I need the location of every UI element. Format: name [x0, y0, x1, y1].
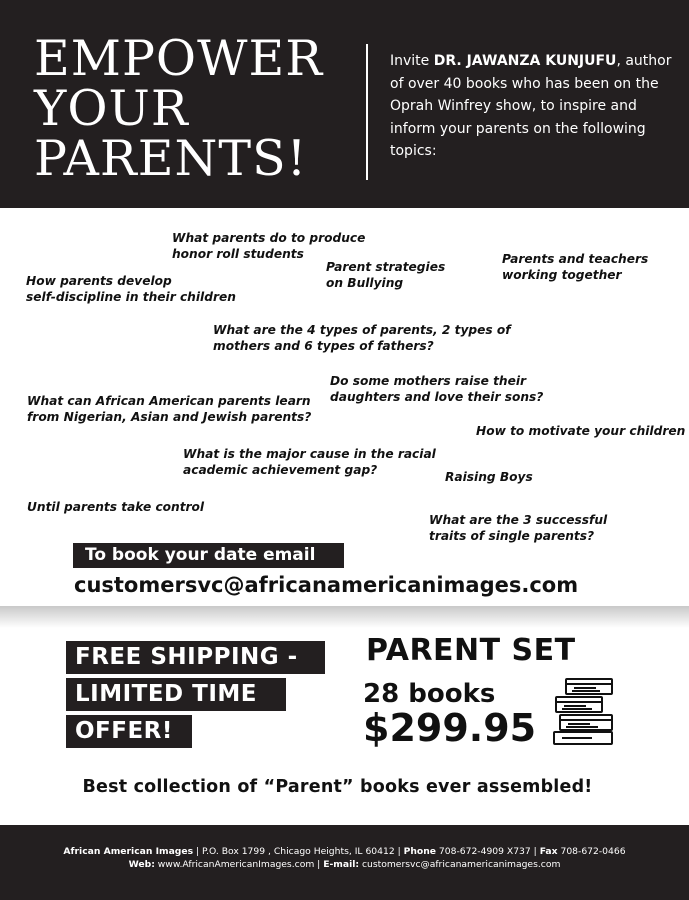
topic-line: What are the 3 successful — [429, 513, 608, 527]
footer-web-link[interactable]: www.AfricanAmericanImages.com — [157, 859, 315, 870]
offer-line-3: OFFER! — [66, 715, 192, 748]
topic-line: Parent strategies — [326, 260, 446, 274]
topic-line: honor roll students — [172, 246, 304, 261]
headline-line-2: YOUR — [34, 80, 189, 137]
booking-email-link[interactable]: customersvc@africanamericanimages.com — [74, 573, 579, 597]
footer-phone: 708-672-4909 X737 — [438, 846, 531, 857]
footer-web-label: Web: — [128, 859, 155, 870]
footer-address: P.O. Box 1799 , Chicago Heights, IL 60412 — [201, 846, 395, 857]
topic-line: daughters and love their sons? — [330, 389, 544, 404]
topic-line: What can African American parents learn — [27, 394, 311, 408]
topic-types-of-parents — [213, 323, 511, 354]
topic-line: self-discipline in their children — [26, 289, 236, 304]
topic-line: traits of single parents? — [429, 528, 595, 543]
topic-mothers-raise — [330, 374, 543, 405]
tagline: Best collection of “Parent” books ever assembled! — [82, 777, 593, 797]
topic-line: What is the major cause in the racial — [183, 447, 436, 461]
topic-honor-roll — [172, 231, 365, 262]
intro-prefix: Invite — [390, 53, 434, 69]
parent-set-title: PARENT SET — [366, 633, 576, 668]
topic-single-parents — [429, 513, 607, 544]
topic-line: working together — [502, 267, 622, 282]
parent-set-count: 28 books — [363, 679, 496, 709]
topic-line: mothers and 6 types of fathers? — [213, 338, 434, 353]
speaker-name: DR. JAWANZA KUNJUFU — [433, 53, 617, 69]
topic-line: from Nigerian, Asian and Jewish parents? — [27, 409, 312, 424]
footer — [0, 825, 689, 900]
parent-set-price: $299.95 — [363, 706, 537, 750]
topic-achievement-gap — [183, 447, 436, 478]
topic-line: academic achievement gap? — [183, 462, 378, 477]
topic-motivate-children — [476, 424, 685, 440]
footer-email-label: E-mail: — [323, 859, 360, 870]
topic-line: How to motivate your children — [476, 424, 686, 438]
topic-line: Raising Boys — [445, 470, 533, 484]
offer-line-1: FREE SHIPPING - — [66, 641, 325, 674]
footer-email-link[interactable]: customersvc@africanamericanimages.com — [361, 859, 561, 870]
headline-line-1: EMPOWER — [34, 30, 324, 87]
page-headline — [34, 30, 364, 187]
footer-phone-label: Phone — [403, 846, 436, 857]
booking-label: To book your date email — [73, 543, 344, 568]
footer-contact-line: African American Images | P.O. Box 1799 , Chicago Heights, IL 60412 | Phone 708-672-4909 X737 | Fax 708-672-0466 — [63, 846, 626, 857]
offer-line-2: LIMITED TIME — [66, 678, 286, 711]
topic-line: Until parents take control — [27, 500, 205, 514]
footer-fax: 708-672-0466 — [560, 846, 626, 857]
topic-line: Parents and teachers — [502, 252, 649, 266]
topic-learn-from-parents — [27, 394, 311, 425]
header-banner — [0, 0, 689, 208]
topic-self-discipline — [26, 274, 236, 305]
header-divider — [366, 44, 368, 180]
topic-line: on Bullying — [326, 275, 404, 290]
topic-line: How parents develop — [26, 274, 172, 288]
headline-line-3: PARENTS! — [34, 130, 308, 187]
topic-take-control — [27, 500, 204, 516]
topic-parents-teachers — [502, 252, 648, 283]
footer-web-line: Web: www.AfricanAmericanImages.com | E-mail: customersvc@africanamericanimages.com — [128, 859, 561, 870]
footer-fax-label: Fax — [539, 846, 558, 857]
topic-bullying — [326, 260, 445, 291]
topic-line: Do some mothers raise their — [330, 374, 527, 388]
topic-raising-boys — [445, 470, 533, 486]
topic-line: What parents do to produce — [172, 231, 366, 245]
intro-text — [390, 50, 680, 163]
section-divider — [0, 606, 689, 628]
books-stack-icon — [552, 676, 618, 746]
intro-rest: , author of over 40 books who has been on the Oprah Winfrey show, to inspire and inform your parents on the following topics: — [390, 53, 672, 159]
footer-company: African American Images — [63, 846, 194, 857]
topic-line: What are the 4 types of parents, 2 types of — [213, 323, 511, 337]
